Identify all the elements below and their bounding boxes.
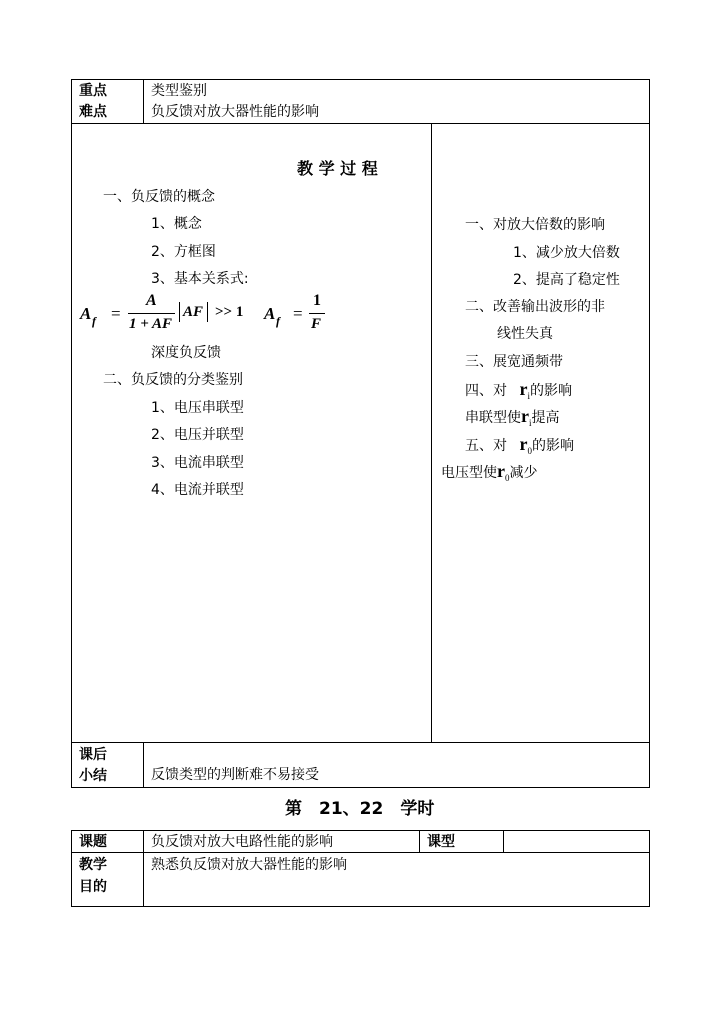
effect-1-heading: 一、对放大倍数的影响 xyxy=(465,217,605,233)
difficulty-label: 难点 xyxy=(79,104,107,120)
output-resistance-subscript-2: 0 xyxy=(505,472,510,483)
formula-fraction-bar xyxy=(128,313,175,314)
topic-label: 课题 xyxy=(79,834,107,850)
input-resistance-subscript: i xyxy=(527,390,530,401)
difficulty-value: 负反馈对放大器性能的影响 xyxy=(151,104,319,120)
summary-label-line-1: 课后 xyxy=(79,747,107,763)
effect-1-item-1: 1、减少放大倍数 xyxy=(513,245,620,261)
section-2-item-4: 4、电流并联型 xyxy=(151,482,244,498)
period-heading: 第 21、22 学时 xyxy=(285,799,435,819)
section-2-heading: 二、负反馈的分类鉴别 xyxy=(103,372,243,388)
formula-condition: >> 1 xyxy=(215,304,244,320)
teaching-goal-value: 熟悉负反馈对放大器性能的影响 xyxy=(151,857,347,873)
effect-5-detail-suffix: 减少 xyxy=(509,465,538,481)
effect-4-detail-suffix: 提高 xyxy=(531,410,560,426)
summary-value: 反馈类型的判断难不易接受 xyxy=(151,767,319,783)
input-resistance-symbol: r xyxy=(519,379,528,399)
teaching-goal-label-line-2: 目的 xyxy=(79,879,107,895)
effect-5-heading xyxy=(465,435,574,460)
effect-3-heading: 三、展宽通频带 xyxy=(465,354,563,370)
effect-4-suffix: 的影响 xyxy=(529,383,572,399)
key-point-label: 重点 xyxy=(79,83,107,99)
formula-af2-subscript: f xyxy=(276,314,280,328)
effect-2-continuation: 线性失真 xyxy=(497,326,553,342)
effect-5-suffix: 的影响 xyxy=(531,438,574,454)
key-point-value: 类型鉴别 xyxy=(151,83,207,99)
teaching-process-title: 教 学 过 程 xyxy=(297,159,378,178)
effect-4-heading xyxy=(465,380,572,405)
effect-2-heading: 二、改善输出波形的非 xyxy=(465,299,605,315)
effect-4-detail xyxy=(465,407,560,432)
output-resistance-subscript: 0 xyxy=(527,445,532,456)
formula-denominator-2: F xyxy=(311,316,322,332)
formula-numerator-2: 1 xyxy=(313,292,321,309)
lesson-type-label: 课型 xyxy=(427,834,455,850)
output-resistance-symbol-2: r xyxy=(497,461,505,481)
formula-af2-symbol: A xyxy=(264,304,276,323)
teaching-goal-label-line-1: 教学 xyxy=(79,857,107,873)
output-resistance-symbol: r xyxy=(519,434,528,454)
deep-feedback-label: 深度负反馈 xyxy=(151,345,221,361)
effect-4-prefix: 四、对 xyxy=(465,383,507,399)
formula-af-subscript: f xyxy=(92,314,96,328)
abs-bar-right xyxy=(207,302,208,322)
formula-equals: = xyxy=(111,304,121,323)
section-1-item-1: 1、概念 xyxy=(151,216,202,232)
formula-denominator: 1 + AF xyxy=(129,316,173,332)
section-2-item-1: 1、电压串联型 xyxy=(151,400,244,416)
effect-5-prefix: 五、对 xyxy=(465,438,507,454)
input-resistance-subscript-2: i xyxy=(529,417,532,428)
input-resistance-symbol-2: r xyxy=(521,406,529,426)
formula-equals-2: = xyxy=(293,304,303,323)
formula-abs-af: AF xyxy=(183,304,204,320)
section-2-item-3: 3、电流串联型 xyxy=(151,455,244,471)
section-1-item-2: 2、方框图 xyxy=(151,244,216,260)
summary-label-line-2: 小结 xyxy=(79,768,107,784)
effect-4-detail-prefix: 串联型使 xyxy=(465,410,521,426)
abs-bar-left xyxy=(179,302,180,322)
formula-fraction-bar-2 xyxy=(309,313,325,314)
section-1-item-3: 3、基本关系式: xyxy=(151,271,249,287)
section-2-item-2: 2、电压并联型 xyxy=(151,427,244,443)
effect-5-detail xyxy=(441,462,538,487)
section-1-heading: 一、负反馈的概念 xyxy=(103,189,215,205)
formula-af-symbol: A xyxy=(80,304,92,323)
effect-1-item-2: 2、提高了稳定性 xyxy=(513,272,620,288)
effect-5-detail-prefix: 电压型使 xyxy=(441,465,497,481)
formula-numerator: A xyxy=(146,292,157,309)
topic-value: 负反馈对放大电路性能的影响 xyxy=(151,834,333,850)
